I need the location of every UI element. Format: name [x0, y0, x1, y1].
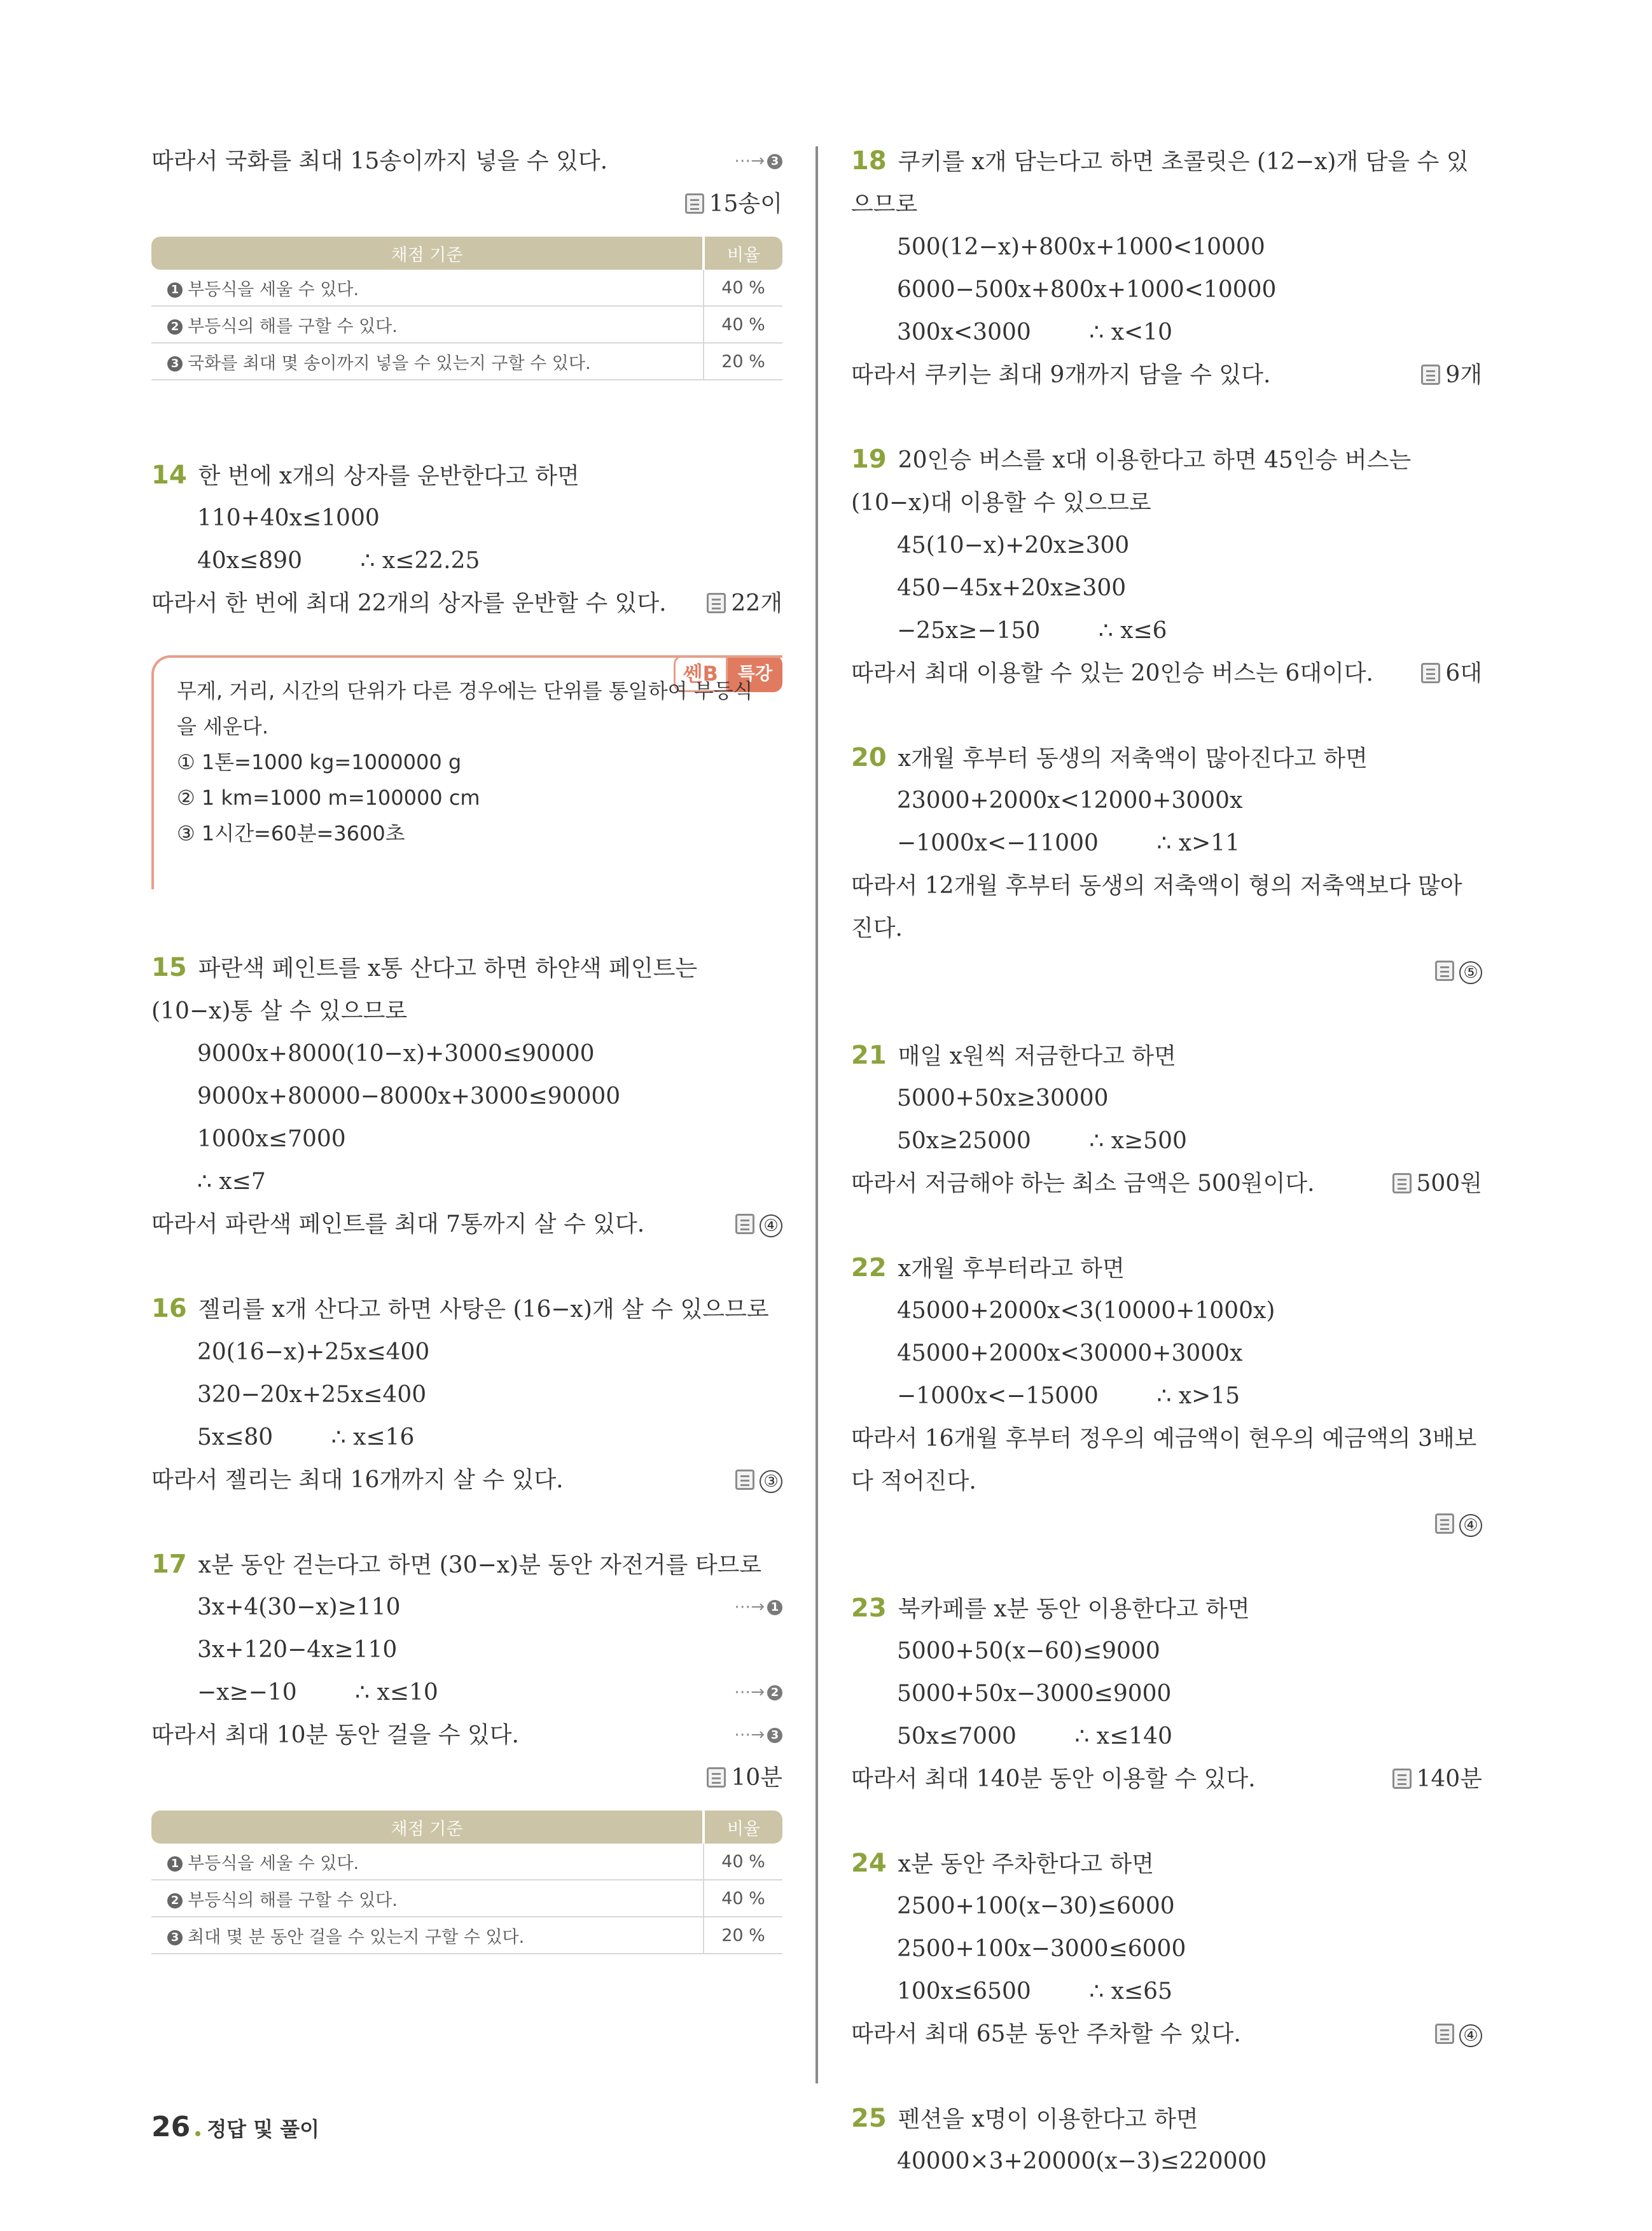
answer: 6대	[1421, 652, 1482, 695]
equation: 40x≤890 ∴ x≤22.25	[197, 548, 480, 574]
equation: −1000x<−11000 ∴ x>11	[897, 830, 1240, 856]
problem-16	[151, 1288, 782, 1501]
answer: ④	[735, 1203, 782, 1246]
conclusion: 따라서 최대 140분 동안 이용할 수 있다. 140분	[851, 1758, 1482, 1800]
tip-text: 무게, 거리, 시간의 단위가 다른 경우에는 단위를 통일하여 부등식을 세운다.	[177, 679, 753, 739]
answer: 9개	[1421, 354, 1482, 396]
grading-header-criteria: 채점 기준	[151, 237, 704, 270]
problem-24	[851, 1842, 1482, 2055]
step-marker: ⋯→ 3	[734, 1714, 782, 1756]
footer-label: 정답 및 풀이	[207, 2117, 320, 2141]
tip-content	[151, 655, 782, 864]
answer-icon	[735, 1470, 754, 1490]
equation: −25x≥−150 ∴ x≤6	[897, 618, 1167, 644]
problem-statement: 14 한 번에 x개의 상자를 운반한다고 하면	[151, 461, 580, 490]
answer: ⑤	[1435, 950, 1482, 992]
equation: −1000x<−15000 ∴ x>15	[897, 1383, 1240, 1409]
answer-icon	[685, 193, 704, 214]
equation: 1000x≤7000	[197, 1126, 346, 1152]
conclusion: 따라서 한 번에 최대 22개의 상자를 운반할 수 있다. 22개	[151, 582, 782, 625]
problem-21	[851, 1034, 1482, 1205]
equation: 5x≤80 ∴ x≤16	[197, 1424, 415, 1450]
problem-statement: 25 펜션을 x명이 이용한다고 하면	[851, 2104, 1198, 2133]
step-marker: ⋯→ 1	[734, 1586, 782, 1629]
tip-box	[151, 655, 782, 864]
equation: 40000×3+20000(x−3)≤220000	[897, 2148, 1267, 2174]
problem-statement: 20 x개월 후부터 동생의 저축액이 많아진다고 하면	[851, 743, 1368, 772]
equation: 5000+50x−3000≤9000	[897, 1681, 1172, 1707]
answer: 500원	[1392, 1162, 1483, 1205]
answer-icon	[1421, 663, 1440, 683]
answer: ④	[1435, 1503, 1482, 1545]
tip-item: ② 1 km=1000 m=100000 cm	[177, 786, 480, 810]
answer-icon	[1421, 365, 1440, 385]
problem-statement: 22 x개월 후부터라고 하면	[851, 1253, 1125, 1282]
equation: 300x<3000 ∴ x<10	[897, 319, 1172, 345]
equation: 100x≤6500 ∴ x≤65	[897, 1978, 1172, 2005]
equation: 9000x+8000(10−x)+3000≤90000	[197, 1041, 595, 1067]
answer-row	[851, 1503, 1482, 1545]
problem-22	[851, 1247, 1482, 1545]
answer-icon	[1435, 1513, 1454, 1534]
problem-17	[151, 1543, 782, 1799]
conclusion: 따라서 쿠키는 최대 9개까지 담을 수 있다. 9개	[851, 354, 1482, 396]
conclusion: 따라서 최대 10분 동안 걸을 수 있다. ⋯→ 3	[151, 1714, 782, 1756]
page-footer	[151, 2111, 319, 2143]
equation: 2500+100x−3000≤6000	[897, 1936, 1186, 1962]
intro-conclusion: 따라서 국화를 최대 15송이까지 넣을 수 있다. ⋯→ 3	[151, 140, 782, 183]
table-row: 1 부등식을 세울 수 있다. 40 %	[151, 270, 782, 306]
tip-item: ① 1톤=1000 kg=1000000 g	[177, 750, 462, 774]
answer: 140분	[1392, 1758, 1483, 1800]
equation: 500(12−x)+800x+1000<10000	[897, 234, 1265, 260]
problem-23	[851, 1587, 1482, 1800]
equation: ∴ x≤7	[197, 1169, 266, 1195]
grading-header-criteria: 채점 기준	[151, 1811, 704, 1844]
conclusion: 따라서 12개월 후부터 동생의 저축액이 형의 저축액보다 많아진다.	[851, 873, 1462, 942]
answer-icon	[1392, 1173, 1412, 1193]
page-number: 26	[151, 2111, 191, 2143]
conclusion: 따라서 파란색 페인트를 최대 7통까지 살 수 있다. ④	[151, 1203, 782, 1246]
answer-icon	[1435, 2024, 1454, 2044]
problem-statement: 15 파란색 페인트를 x통 산다고 하면 하얀색 페인트는 (10−x)통 살 수 있으므로	[151, 953, 698, 1024]
table-row: 3 국화를 최대 몇 송이까지 넣을 수 있는지 구할 수 있다. 20 %	[151, 343, 782, 380]
problem-statement: 19 20인승 버스를 x대 이용한다고 하면 45인승 버스는 (10−x)대 이용할 수 있으므로	[851, 445, 1412, 516]
problem-14	[151, 454, 782, 625]
equation: 5000+50(x−60)≤9000	[897, 1638, 1160, 1664]
conclusion: 따라서 젤리는 최대 16개까지 살 수 있다. ③	[151, 1459, 782, 1501]
footer-dot	[195, 2131, 200, 2136]
answer: 22개	[707, 582, 782, 625]
problem-statement: 16 젤리를 x개 산다고 하면 사탕은 (16−x)개 살 수 있으므로	[151, 1294, 769, 1323]
table-row: 1 부등식을 세울 수 있다. 40 %	[151, 1844, 782, 1880]
problem-statement: 18 쿠키를 x개 담는다고 하면 초콜릿은 (12−x)개 담을 수 있으므로	[851, 146, 1469, 218]
problem-statement: 24 x분 동안 주차한다고 하면	[851, 1849, 1155, 1878]
grading-table-1	[151, 237, 782, 380]
table-row: 2 부등식의 해를 구할 수 있다. 40 %	[151, 1880, 782, 1917]
equation: 450−45x+20x≥300	[897, 575, 1127, 601]
step-marker: ⋯→ 2	[734, 1671, 782, 1714]
equation: 3x+4(30−x)≥110 ⋯→ 1	[151, 1586, 782, 1629]
equation: 320−20x+25x≤400	[197, 1382, 427, 1408]
equation: 50x≥25000 ∴ x≥500	[897, 1128, 1187, 1154]
equation: 45(10−x)+20x≥300	[897, 532, 1130, 559]
equation: 3x+120−4x≥110	[197, 1637, 398, 1663]
answer-row	[151, 183, 782, 225]
left-column	[151, 140, 782, 1954]
right-column	[851, 140, 1482, 2183]
answer-icon	[707, 593, 726, 613]
equation: 50x≤7000 ∴ x≤140	[897, 1723, 1172, 1749]
conclusion: 따라서 저금해야 하는 최소 금액은 500원이다. 500원	[851, 1162, 1482, 1205]
equation: 110+40x≤1000	[197, 505, 380, 531]
problem-statement: 21 매일 x원씩 저금한다고 하면	[851, 1041, 1176, 1070]
grading-header-ratio: 비율	[704, 1811, 782, 1844]
grading-table-2	[151, 1811, 782, 1954]
answer-icon	[1392, 1769, 1412, 1789]
equation: 2500+100(x−30)≤6000	[897, 1893, 1175, 1919]
table-row: 3 최대 몇 분 동안 걸을 수 있는지 구할 수 있다. 20 %	[151, 1917, 782, 1954]
equation: 23000+2000x<12000+3000x	[897, 788, 1243, 814]
equation: 5000+50x≥30000	[897, 1085, 1109, 1111]
equation: 9000x+80000−8000x+3000≤90000	[197, 1083, 621, 1109]
equation: 6000−500x+800x+1000<10000	[897, 277, 1277, 303]
problem-19	[851, 438, 1482, 695]
tip-item: ③ 1시간=60분=3600초	[177, 821, 405, 845]
problem-15	[151, 947, 782, 1246]
problem-20	[851, 737, 1482, 992]
answer-icon	[735, 1214, 754, 1234]
problem-statement: 17 x분 동안 걷는다고 하면 (30−x)분 동안 자전거를 타므로	[151, 1550, 762, 1579]
tip-tab-special: 특강	[728, 655, 782, 692]
problem-25	[851, 2097, 1482, 2183]
answer: ③	[735, 1459, 782, 1501]
conclusion: 따라서 최대 65분 동안 주차할 수 있다. ④	[851, 2013, 1482, 2055]
answer-row	[151, 1756, 782, 1799]
answer: ④	[1435, 2013, 1482, 2055]
answer: 10분	[707, 1756, 782, 1799]
table-row: 2 부등식의 해를 구할 수 있다. 40 %	[151, 306, 782, 343]
grading-header-ratio: 비율	[704, 237, 782, 270]
conclusion: 따라서 최대 이용할 수 있는 20인승 버스는 6대이다. 6대	[851, 652, 1482, 695]
conclusion: 따라서 16개월 후부터 정우의 예금액이 현우의 예금액의 3배보다 적어진다.	[851, 1426, 1477, 1494]
equation: 20(16−x)+25x≤400	[197, 1339, 430, 1365]
tip-tab-brand: 쎈B	[674, 655, 728, 692]
equation: −x≥−10 ∴ x≤10 ⋯→ 2	[151, 1671, 782, 1714]
answer: 15송이	[685, 183, 782, 225]
equation: 45000+2000x<3(10000+1000x)	[897, 1298, 1275, 1324]
column-divider	[816, 146, 818, 2083]
equation: 45000+2000x<30000+3000x	[897, 1340, 1243, 1366]
step-marker: ⋯→ 3	[734, 140, 782, 183]
problem-statement: 23 북카페를 x분 동안 이용한다고 하면	[851, 1594, 1250, 1623]
answer-icon	[1435, 961, 1454, 981]
problem-18	[851, 140, 1482, 396]
answer-row	[851, 950, 1482, 992]
answer-icon	[707, 1767, 726, 1788]
